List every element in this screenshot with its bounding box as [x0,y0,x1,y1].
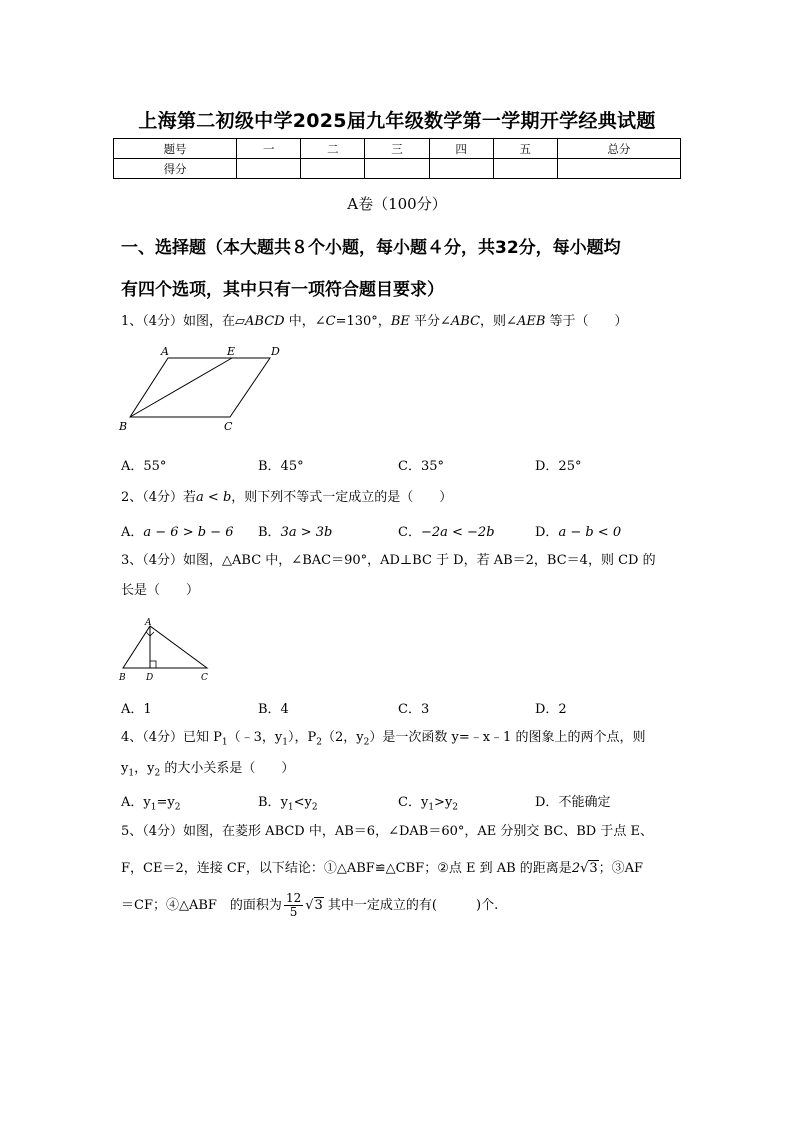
question-4-options [121,791,681,813]
point-label-c: C [224,420,233,433]
score-table-header-row [114,139,681,159]
score-cell [301,159,365,179]
q4-option-a[interactable] [121,791,180,813]
q4-text: 4、（4分）已知 P [121,730,222,745]
q4-text: （2，y [322,730,364,745]
score-row-label: 得分 [114,159,237,179]
point-label-a: A [161,345,169,358]
score-table-score-row [114,159,681,179]
section-1-heading-line1: 一、选择题（本大题共８个小题，每小题４分，共32分，每小题均 [121,238,621,258]
q4-text: y [121,761,129,776]
q1-option-a[interactable]: A．55° [121,459,167,474]
fraction-denominator: 5 [289,905,298,919]
question-4-line2 [121,760,681,783]
q4-option-c[interactable] [398,791,458,813]
option-expr: >y [434,795,453,810]
q3-option-b[interactable]: B．4 [258,702,289,717]
option-expr: 3a > 3b [280,525,333,540]
q1-text: =130°， [335,314,391,329]
q3-option-c[interactable]: C．3 [398,702,430,717]
q2-text: ，则下列不等式一定成立的是（ ） [231,490,453,505]
option-subscript: 1 [428,802,435,813]
option-letter: D． [535,525,559,540]
score-table [113,138,681,179]
option-expr: 不能确定 [558,795,611,810]
option-subscript: 1 [287,802,294,813]
question-3-line2: 长是（ ） [121,583,200,598]
option-letter: A． [121,795,144,810]
score-header-cell: 二 [301,139,365,159]
question-5-line2 [121,860,681,878]
triangle-abc-outline [123,626,207,668]
q5-radicand: 3 [589,861,598,876]
score-header-cell: 四 [429,139,493,159]
score-header-cell: 一 [237,139,301,159]
parallelogram-outline [130,358,270,417]
option-expr: y [143,795,151,810]
section-a-heading: A卷（100分） [347,195,447,213]
question-3-options [121,698,681,716]
question-5-line3 [121,892,681,920]
score-cell [493,159,557,179]
right-angle-mark-d [150,661,156,668]
question-2-stem [121,489,681,507]
question-2-options [121,521,681,539]
option-subscript: 2 [311,802,318,813]
q5-text: ；③AF [598,861,644,876]
option-expr: <y [293,795,312,810]
option-expr: a − 6 > b − 6 [143,525,234,540]
point-label-d: D [271,345,280,358]
q4-option-d[interactable] [535,791,610,810]
q2-option-b[interactable] [258,521,332,540]
q3-option-a[interactable]: A．1 [121,702,152,717]
segment-be [130,358,232,417]
score-cell [557,159,680,179]
option-letter: C． [398,795,421,810]
q4-text: 的大小关系是（ ） [160,761,295,776]
q2-text: 2、（4分）若 [121,490,197,505]
option-expr: a − b < 0 [558,525,622,540]
option-letter: B． [258,525,281,540]
point-label-c: C [201,673,208,683]
score-header-cell: 三 [365,139,429,159]
q1-text: 平分∠ [409,314,451,329]
point-label-a: A [145,618,152,628]
question-3-line1: 3、（4分）如图，△ABC 中，∠BAC＝90°，AD⊥BC 于 D，若 AB＝2，BC＝4，则 CD 的 [121,553,656,568]
q4-text: ），P [288,730,317,745]
q2-option-d[interactable] [535,521,621,540]
q2-text: a < b [196,490,232,505]
q4-subscript: 2 [316,737,322,748]
section-1-heading-line2: 有四个选项，其中只有一项符合题目要求） [121,280,444,300]
score-cell [237,159,301,179]
option-letter: B． [258,795,281,810]
option-letter: C． [398,525,421,540]
score-cell [365,159,429,179]
q2-option-c[interactable] [398,521,495,540]
option-subscript: 1 [150,802,157,813]
q3-option-d[interactable]: D．2 [535,702,567,717]
question-4-line1 [121,729,681,752]
score-header-cell: 题号 [114,139,237,159]
q1-option-d[interactable]: D．25° [535,459,582,474]
q4-text: （﹣3，y [227,730,283,745]
option-expr: =y [156,795,175,810]
q5-text: ＝CF；④△ABF 的面积为 [121,898,282,913]
option-expr: y [420,795,429,810]
q4-option-b[interactable] [258,791,318,813]
question-1-options [121,455,681,473]
q5-coef: 2 [571,861,581,876]
q1-text: ABC [450,314,481,329]
q5-radicand: 3 [314,898,323,913]
q1-text: BE [390,314,410,329]
option-letter: D． [535,795,559,810]
option-subscript: 2 [174,802,181,813]
q1-text: C [325,314,336,329]
q4-subscript: 2 [363,737,370,748]
q1-option-b[interactable]: B．45° [258,459,304,474]
score-cell [429,159,493,179]
q1-text: ，则∠ [480,314,517,329]
option-expr: −2a < −2b [420,525,495,540]
point-label-d: D [146,673,154,683]
option-letter: A． [121,525,144,540]
q4-subscript: 1 [282,737,289,748]
q4-subscript: 1 [221,737,228,748]
point-label-b: B [119,673,126,683]
question-5-line1: 5、（4分）如图，在菱形 ABCD 中，AB＝6，∠DAB＝60°，AE 分别交 BC、BD 于点 E、 [121,824,653,839]
q1-text: AEB [516,314,546,329]
q5-text: 其中一定成立的有( )个. [323,898,499,913]
q4-text: ，y [134,761,155,776]
q1-text: ABCD [245,314,285,329]
exam-title: 上海第二初级中学2025届九年级数学第一学期开学经典试题 [138,110,656,132]
q2-option-a[interactable] [121,521,233,540]
q1-text: 等于（ ） [545,314,628,329]
q4-subscript: 1 [128,768,135,779]
option-subscript: 2 [452,802,459,813]
point-label-e: E [227,345,236,358]
sqrt-symbol: √ [580,861,589,876]
fraction-numerator: 12 [285,891,302,905]
fraction [284,892,303,919]
q1-text: 1、（4分）如图，在▱ [121,314,246,329]
right-triangle-figure [115,615,215,685]
q4-subscript: 2 [154,768,161,779]
parallelogram-figure [115,342,285,437]
q5-text: F，CE＝2，连接 CF，以下结论：①△ABF≌△CBF；②点 E 到 AB 的距离是 [121,861,572,876]
point-label-b: B [119,420,128,433]
sqrt-symbol: √ [305,898,314,913]
q1-text: 中，∠ [284,314,326,329]
q4-text: ）是一次函数 y=﹣x﹣1 的图象上的两个点，则 [369,730,646,745]
q1-option-c[interactable]: C．35° [398,459,444,474]
score-header-cell: 总分 [557,139,680,159]
option-expr: y [280,795,288,810]
question-1-stem [121,313,681,331]
score-header-cell: 五 [493,139,557,159]
